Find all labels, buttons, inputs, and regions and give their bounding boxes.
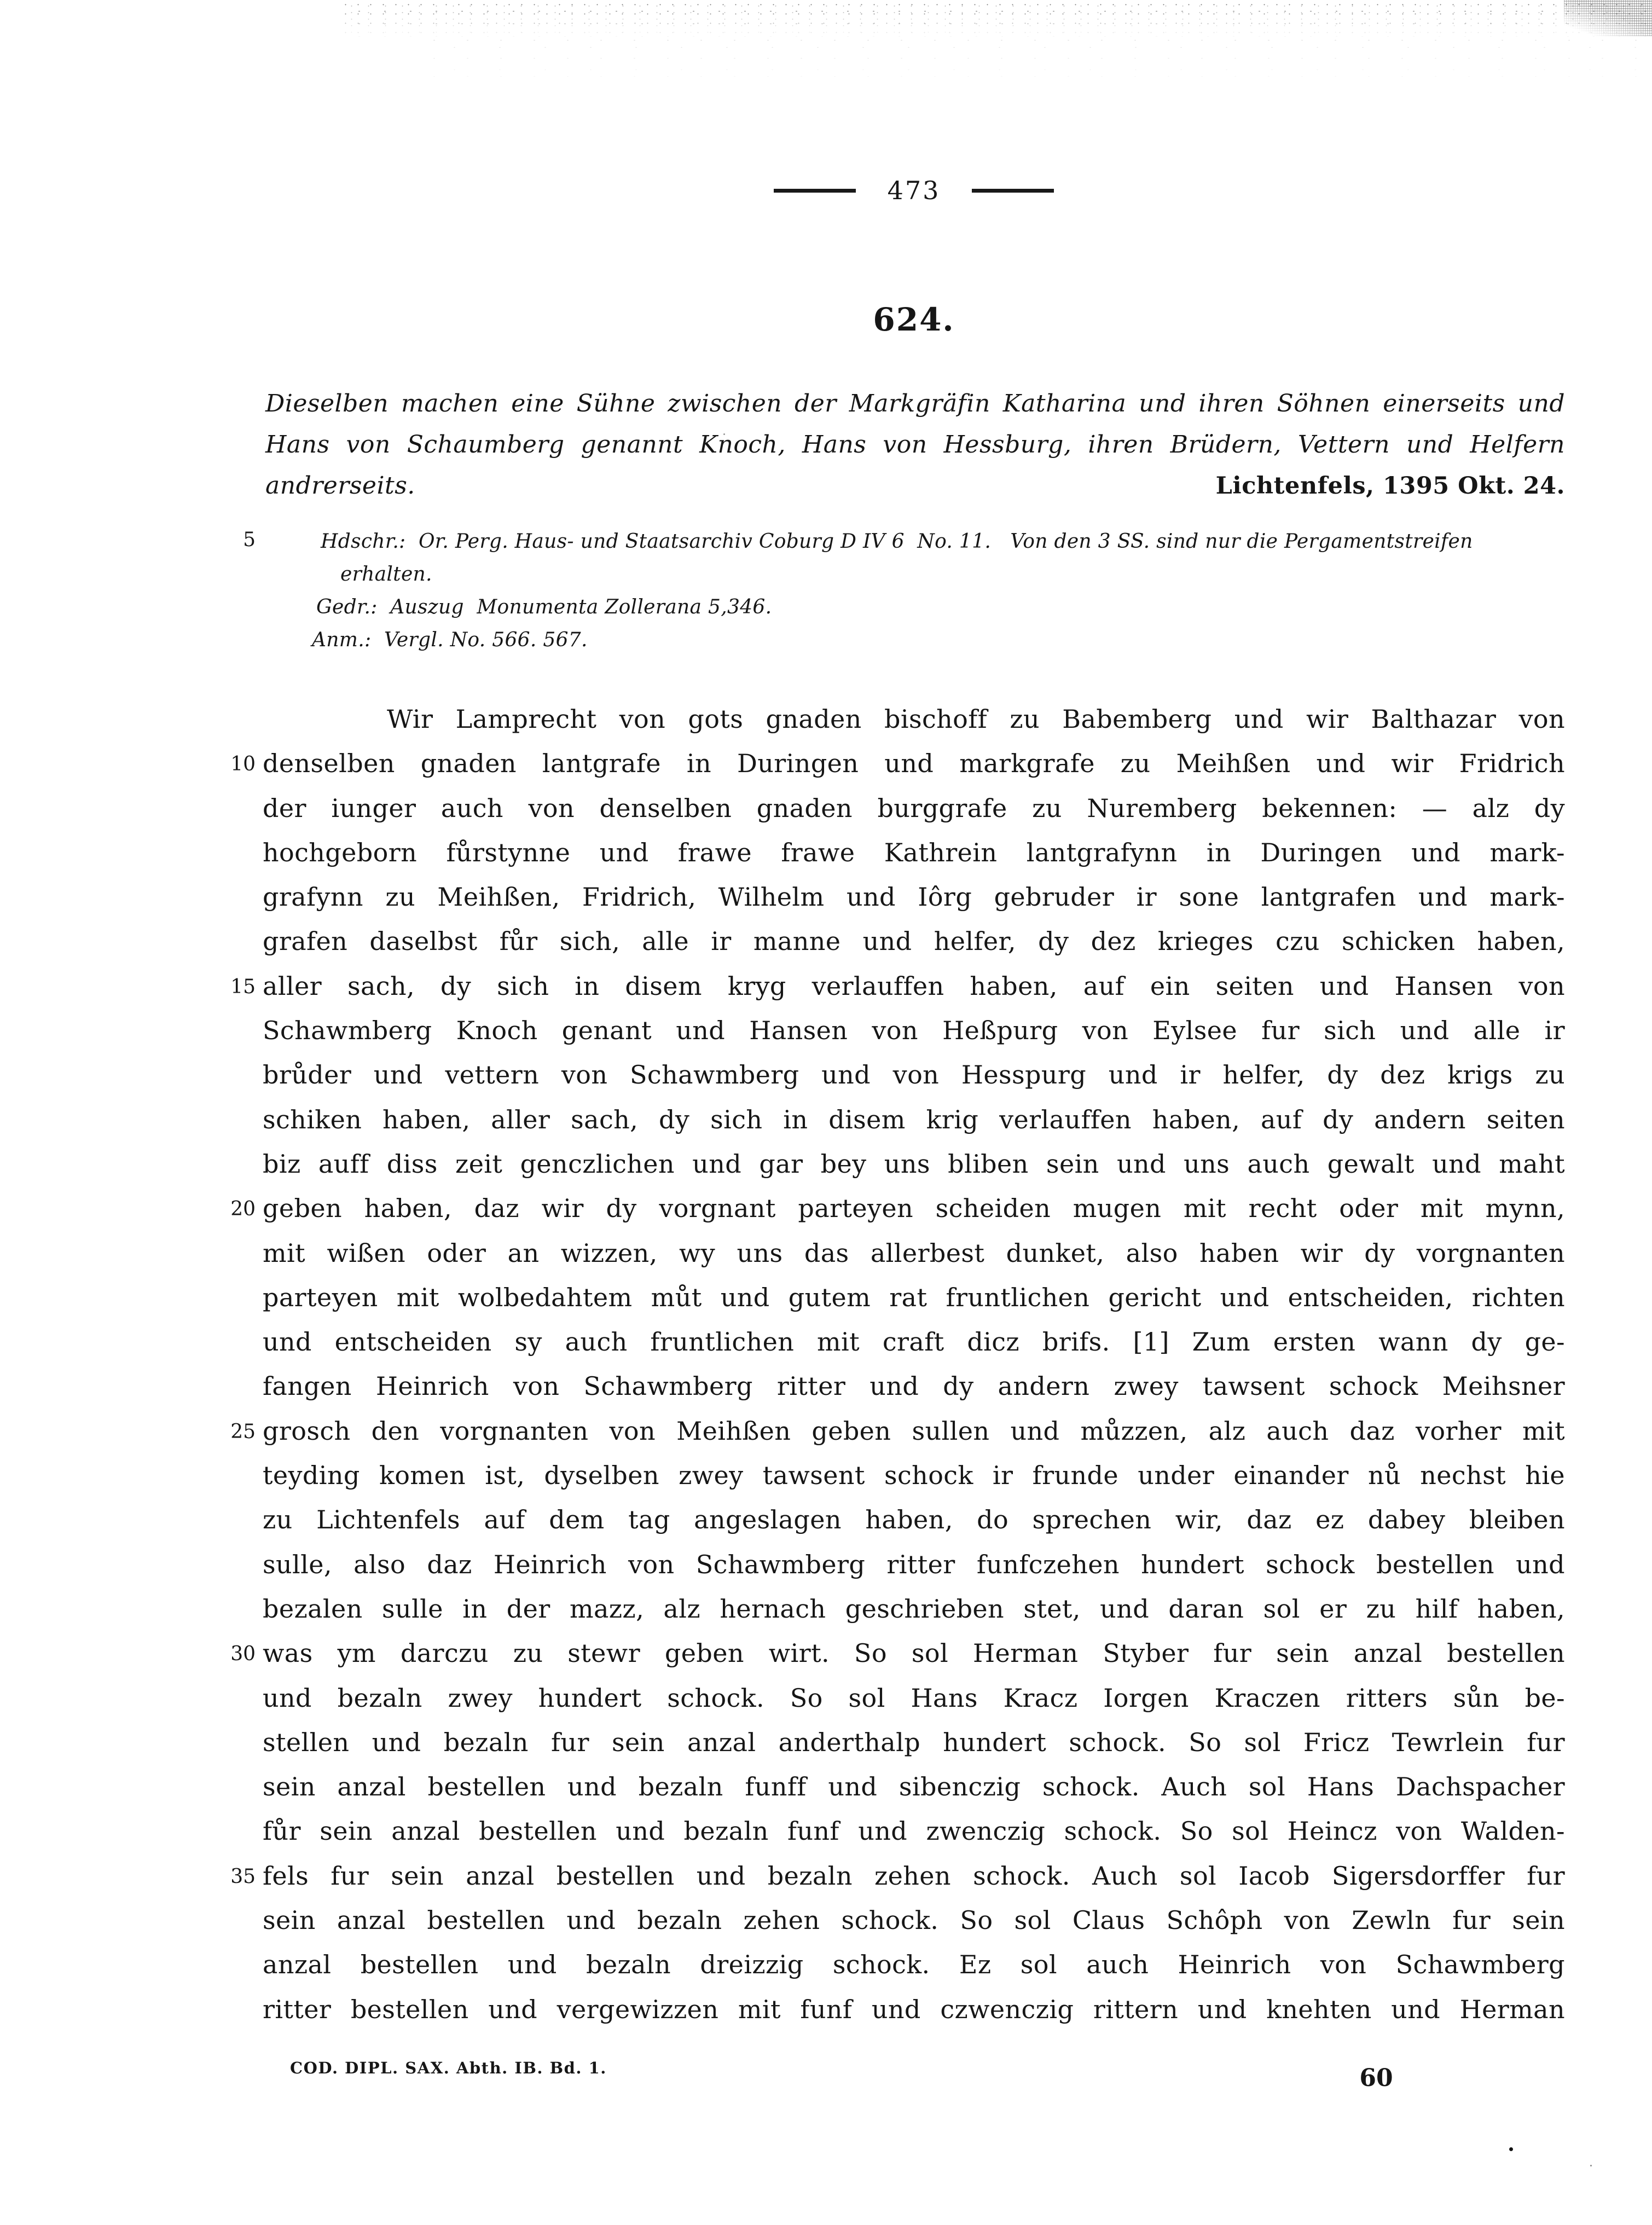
- body-line: fůr sein anzal bestellen und bezaln funf und zwenczig schock. So sol Heincz von Walden-: [263, 1816, 1565, 1846]
- body-line: parteyen mit wolbedahtem můt und gutem rat fruntlichen gericht und entscheiden, richten: [263, 1282, 1565, 1312]
- body-line: Wir Lamprecht von gots gnaden bischoff zu Babemberg und wir Balthazar von: [387, 704, 1565, 734]
- margin-line-number-10: 10: [230, 753, 256, 775]
- body-line: und bezaln zwey hundert schock. So sol Hans Kracz Iorgen Kraczen ritters sůn be-: [263, 1683, 1565, 1713]
- header-rule-right: [972, 189, 1054, 193]
- body-line: schiken haben, aller sach, dy sich in disem krig verlauffen haben, auf dy andern seiten: [263, 1104, 1565, 1134]
- body-line: fangen Heinrich von Schawmberg ritter und dy andern zwey tawsent schock Meihsner: [263, 1371, 1565, 1401]
- body-line: ritter bestellen und vergewizzen mit funf und czwenczig rittern und knehten und Herman: [263, 1994, 1565, 2024]
- body-line: grosch den vorgnanten von Meihßen geben sullen und můzzen, alz auch daz vorher mit: [263, 1416, 1565, 1446]
- scan-speck: [1509, 2147, 1513, 2151]
- charter-date: Lichtenfels, 1395 Okt. 24.: [1215, 472, 1565, 500]
- footer-series-title: COD. DIPL. SAX. Abth. IB. Bd. 1.: [290, 2059, 607, 2077]
- summary-line: Dieselben machen eine Sühne zwischen der Markgräfin Katharina und ihren Söhnen einerseits und: [265, 390, 1565, 418]
- page-header: [263, 174, 1565, 207]
- body-line: sein anzal bestellen und bezaln zehen schock. So sol Claus Schôph von Zewln fur sein: [263, 1905, 1565, 1936]
- margin-line-number-15: 15: [230, 976, 256, 998]
- header-rule-left: [774, 189, 856, 193]
- body-line: zu Lichtenfels auf dem tag angeslagen haben, do sprechen wir, daz ez dabey bleiben: [263, 1505, 1565, 1535]
- summary-line: Hans von Schaumberg genannt Knoch, Hans von Hessburg, ihren Brüdern, Vettern und Helfern: [265, 431, 1565, 459]
- body-line: grafynn zu Meihßen, Fridrich, Wilhelm und Iôrg gebruder ir sone lantgrafen und mark-: [263, 882, 1565, 912]
- summary-line: andrerseits.: [265, 472, 415, 500]
- scan-noise-band-light: [416, 30, 1647, 90]
- body-line: was ym darczu zu stewr geben wirt. So sol Herman Styber fur sein anzal bestellen: [263, 1638, 1565, 1668]
- body-line: sein anzal bestellen und bezaln funff und sibenczig schock. Auch sol Hans Dachspacher: [263, 1772, 1565, 1802]
- body-line: biz auff diss zeit genczlichen und gar bey uns bliben sein und uns auch gewalt und maht: [263, 1149, 1565, 1179]
- margin-line-number-30: 30: [230, 1643, 256, 1665]
- apparatus-line-anm: Anm.: Vergl. No. 566. 567.: [312, 629, 588, 651]
- page-number: 473: [887, 176, 941, 205]
- body-line: aller sach, dy sich in disem kryg verlauffen haben, auf ein seiten und Hansen von: [263, 971, 1565, 1001]
- body-line: hochgeborn fůrstynne und frawe frawe Kathrein lantgrafynn in Duringen und mark-: [263, 837, 1565, 867]
- body-line: Schawmberg Knoch genant und Hansen von Heßpurg von Eylsee fur sich und alle ir: [263, 1016, 1565, 1046]
- apparatus-line-hdschr: Hdschr.: Or. Perg. Haus- und Staatsarchiv Coburg D IV 6 No. 11. Von den 3 SS. sind nur die Pergamentstreifen: [321, 530, 1473, 553]
- body-line: denselben gnaden lantgrafe in Duringen und markgrafe zu Meihßen und wir Fridrich: [263, 749, 1565, 779]
- charter-body: [263, 697, 1565, 2032]
- body-line: sulle, also daz Heinrich von Schawmberg ritter funfczehen hundert schock bestellen und: [263, 1549, 1565, 1579]
- body-line: geben haben, daz wir dy vorgnant parteyen scheiden mugen mit recht oder mit mynn,: [263, 1193, 1565, 1224]
- footer-sheet-number: 60: [1359, 2064, 1393, 2092]
- body-line: der iunger auch von denselben gnaden burggrafe zu Nuremberg bekennen: — alz dy: [263, 793, 1565, 823]
- body-line: grafen daselbst fůr sich, alle ir manne und helfer, dy dez krieges czu schicken haben,: [263, 926, 1565, 957]
- document-number-heading: 624.: [873, 301, 955, 338]
- apparatus-line-hdschr-cont: erhalten.: [340, 563, 432, 586]
- body-line: fels fur sein anzal bestellen und bezaln zehen schock. Auch sol Iacob Sigersdorffer fur: [263, 1861, 1565, 1891]
- body-line: teyding komen ist, dyselben zwey tawsent schock ir frunde under einander nů nechst hie: [263, 1461, 1565, 1491]
- body-line: und entscheiden sy auch fruntlichen mit craft dicz brifs. [1] Zum ersten wann dy ge-: [263, 1327, 1565, 1357]
- margin-line-number-35: 35: [230, 1865, 256, 1888]
- body-line: anzal bestellen und bezaln dreizzig schock. Ez sol auch Heinrich von Schawmberg: [263, 1950, 1565, 1980]
- body-line: brůder und vettern von Schawmberg und von Hesspurg und ir helfer, dy dez krigs zu: [263, 1060, 1565, 1090]
- apparatus-notes: [312, 525, 1570, 657]
- margin-line-number-20: 20: [230, 1198, 256, 1220]
- body-line: mit wißen oder an wizzen, wy uns das allerbest dunket, also haben wir dy vorgnanten: [263, 1238, 1565, 1268]
- body-line: stellen und bezaln fur sein anzal anderthalp hundert schock. So sol Fricz Tewrlein fur: [263, 1727, 1565, 1757]
- scan-noise-corner: [1564, 0, 1652, 36]
- body-line: bezalen sulle in der mazz, alz hernach geschrieben stet, und daran sol er zu hilf haben,: [263, 1594, 1565, 1624]
- regest-summary: [265, 383, 1565, 507]
- scan-speck: [1590, 2165, 1592, 2166]
- margin-line-number-25: 25: [230, 1421, 256, 1443]
- margin-line-number-5: 5: [243, 529, 256, 551]
- apparatus-line-gedr: Gedr.: Auszug Monumenta Zollerana 5,346.: [316, 596, 772, 618]
